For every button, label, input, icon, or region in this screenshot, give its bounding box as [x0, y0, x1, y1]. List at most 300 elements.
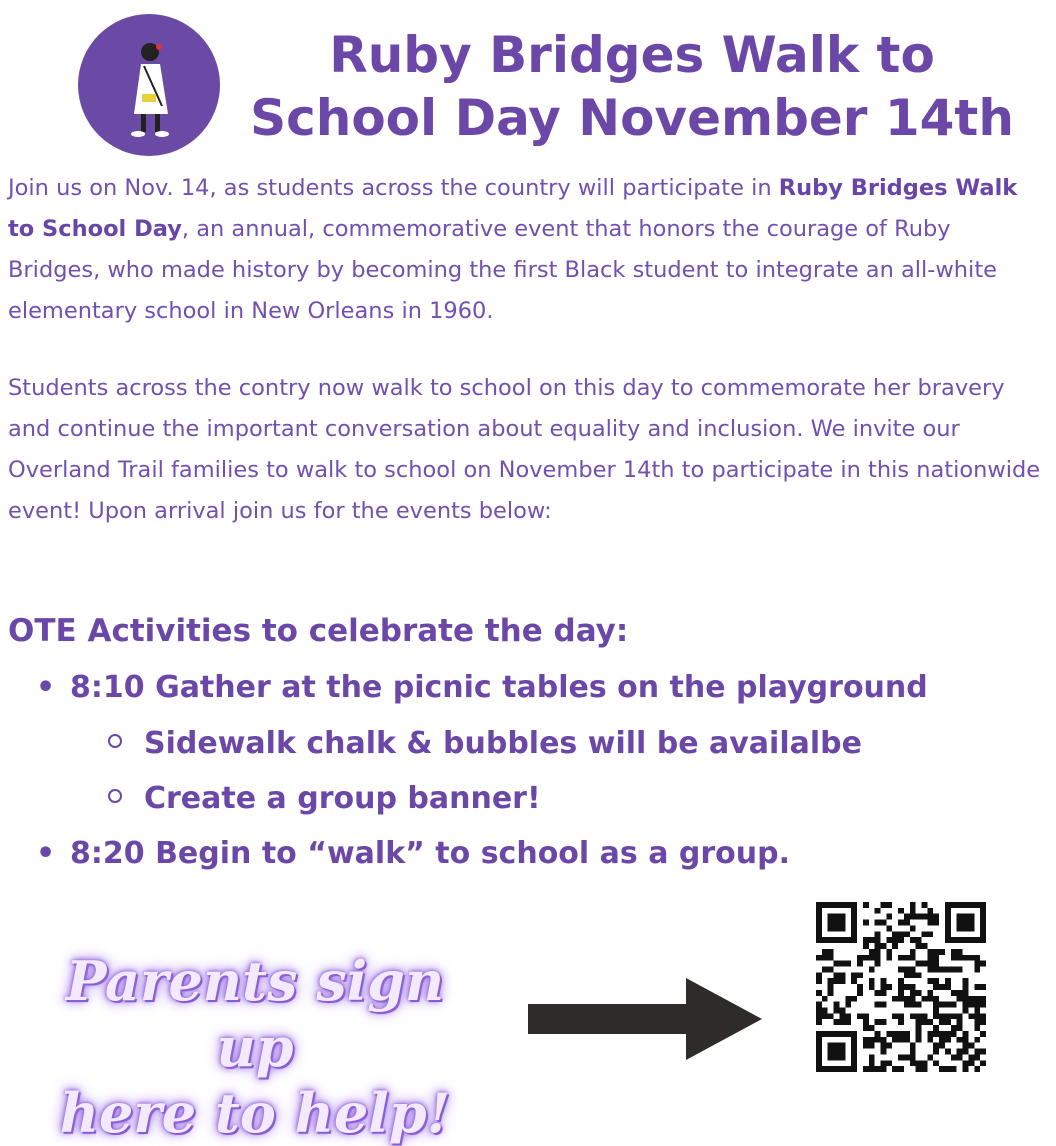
qr-module	[922, 961, 928, 967]
qr-module	[974, 996, 980, 1002]
qr-module	[898, 937, 904, 943]
qr-module	[910, 972, 916, 978]
qr-module	[945, 1019, 951, 1025]
qr-module	[916, 961, 922, 967]
qr-module	[863, 1037, 869, 1043]
qr-module	[892, 937, 898, 943]
qr-module	[828, 1054, 834, 1060]
qr-module	[974, 961, 980, 967]
qr-module	[945, 1013, 951, 1019]
parents-signup-callout	[20, 948, 490, 1146]
qr-module	[875, 1066, 881, 1072]
qr-module	[875, 990, 881, 996]
qr-module	[916, 1037, 922, 1043]
qr-module	[957, 955, 963, 961]
qr-module	[904, 914, 910, 920]
qr-module	[980, 1049, 986, 1055]
activity-item-1	[36, 670, 928, 705]
qr-module	[834, 1049, 840, 1055]
qr-module	[980, 925, 986, 931]
qr-module	[945, 931, 951, 937]
qr-module	[816, 902, 822, 908]
qr-module	[869, 1054, 875, 1060]
qr-module	[927, 966, 933, 972]
qr-module	[851, 914, 857, 920]
qr-module	[910, 1013, 916, 1019]
qr-module	[816, 931, 822, 937]
qr-module	[851, 1060, 857, 1066]
qr-module	[933, 1002, 939, 1008]
qr-module	[974, 937, 980, 943]
qr-module	[945, 966, 951, 972]
qr-module	[904, 920, 910, 926]
qr-module	[886, 902, 892, 908]
qr-module	[974, 1002, 980, 1008]
qr-module	[816, 1066, 822, 1072]
qr-module	[834, 1002, 840, 1008]
qr-module	[957, 937, 963, 943]
qr-module	[816, 1037, 822, 1043]
qr-module	[839, 1008, 845, 1014]
qr-module	[968, 1002, 974, 1008]
qr-module	[857, 990, 863, 996]
qr-module	[968, 955, 974, 961]
qr-module	[927, 1054, 933, 1060]
qr-module	[892, 1066, 898, 1072]
qr-module	[834, 902, 840, 908]
qr-module	[933, 914, 939, 920]
qr-module	[933, 920, 939, 926]
qr-module	[922, 1013, 928, 1019]
qr-module	[886, 984, 892, 990]
qr-module	[828, 1031, 834, 1037]
qr-module	[886, 955, 892, 961]
qr-module	[880, 1002, 886, 1008]
qr-module	[945, 978, 951, 984]
qr-module	[974, 902, 980, 908]
qr-module	[957, 1025, 963, 1031]
qr-module	[945, 937, 951, 943]
qr-module	[945, 1002, 951, 1008]
qr-module	[963, 937, 969, 943]
qr-module	[898, 1013, 904, 1019]
qr-module	[839, 925, 845, 931]
qr-module	[845, 961, 851, 967]
qr-module	[933, 984, 939, 990]
qr-module	[927, 1031, 933, 1037]
qr-module	[892, 1013, 898, 1019]
qr-module	[851, 908, 857, 914]
qr-module	[945, 914, 951, 920]
qr-module	[828, 990, 834, 996]
qr-module	[927, 996, 933, 1002]
qr-module	[980, 920, 986, 926]
qr-module	[910, 996, 916, 1002]
qr-module	[933, 1043, 939, 1049]
qr-module	[910, 1054, 916, 1060]
qr-module	[957, 920, 963, 926]
qr-module	[851, 1043, 857, 1049]
qr-module	[910, 949, 916, 955]
qr-module	[922, 943, 928, 949]
qr-module	[963, 920, 969, 926]
qr-module	[828, 966, 834, 972]
qr-module	[933, 1025, 939, 1031]
qr-module	[957, 1019, 963, 1025]
qr-module	[916, 990, 922, 996]
qr-module	[933, 1031, 939, 1037]
qr-module	[816, 920, 822, 926]
qr-module	[875, 920, 881, 926]
qr-module	[898, 996, 904, 1002]
qr-module	[863, 955, 869, 961]
qr-module	[816, 1002, 822, 1008]
qr-module	[951, 937, 957, 943]
qr-module	[910, 966, 916, 972]
qr-module	[875, 949, 881, 955]
qr-module	[822, 1031, 828, 1037]
qr-module	[892, 931, 898, 937]
qr-module	[898, 984, 904, 990]
qr-module	[839, 961, 845, 967]
qr-module	[916, 1013, 922, 1019]
qr-module	[957, 925, 963, 931]
qr-module	[945, 902, 951, 908]
qr-module	[816, 1049, 822, 1055]
qr-module	[957, 1049, 963, 1055]
qr-module	[863, 920, 869, 926]
qr-module	[968, 902, 974, 908]
qr-module	[880, 1043, 886, 1049]
qr-module	[963, 1031, 969, 1037]
qr-module	[834, 1019, 840, 1025]
qr-module	[922, 902, 928, 908]
qr-module	[839, 1019, 845, 1025]
qr-module	[839, 1031, 845, 1037]
qr-module	[869, 966, 875, 972]
intro-paragraph	[8, 168, 1048, 332]
qr-module	[939, 966, 945, 972]
qr-module	[963, 978, 969, 984]
qr-module	[933, 1008, 939, 1014]
qr-module	[910, 1060, 916, 1066]
qr-module	[910, 984, 916, 990]
qr-module	[880, 943, 886, 949]
qr-module	[933, 978, 939, 984]
qr-module	[916, 1025, 922, 1031]
qr-module	[974, 966, 980, 972]
qr-module	[816, 978, 822, 984]
qr-module	[816, 937, 822, 943]
qr-module	[869, 937, 875, 943]
qr-module	[839, 1054, 845, 1060]
qr-module	[933, 955, 939, 961]
qr-module	[898, 1037, 904, 1043]
qr-module	[939, 1002, 945, 1008]
page-title	[232, 24, 1032, 150]
qr-module	[828, 984, 834, 990]
qr-module	[910, 908, 916, 914]
qr-module	[880, 902, 886, 908]
bullet-icon: •	[36, 836, 56, 871]
qr-module	[910, 990, 916, 996]
qr-module	[828, 937, 834, 943]
qr-module	[816, 1031, 822, 1037]
qr-module	[927, 931, 933, 937]
qr-module	[892, 1037, 898, 1043]
qr-module	[822, 1008, 828, 1014]
qr-module	[834, 925, 840, 931]
qr-module	[933, 949, 939, 955]
qr-module	[857, 972, 863, 978]
qr-module	[851, 925, 857, 931]
activity-item-2-text: 8:20 Begin to “walk” to school as a group.	[70, 836, 790, 871]
qr-module	[869, 984, 875, 990]
qr-module	[898, 1054, 904, 1060]
qr-module	[898, 908, 904, 914]
qr-module	[898, 1019, 904, 1025]
qr-module	[869, 949, 875, 955]
qr-module	[816, 990, 822, 996]
qr-module	[951, 1002, 957, 1008]
qr-module	[822, 996, 828, 1002]
qr-module	[880, 990, 886, 996]
qr-module	[851, 978, 857, 984]
qr-module	[886, 925, 892, 931]
qr-module	[904, 955, 910, 961]
qr-module	[822, 955, 828, 961]
intro-text-1: Join us on Nov. 14, as students across the country will participate in	[8, 175, 779, 201]
qr-module	[875, 937, 881, 943]
qr-module	[963, 1049, 969, 1055]
qr-module	[816, 1008, 822, 1014]
qr-module	[945, 1066, 951, 1072]
qr-module	[968, 914, 974, 920]
qr-module	[851, 996, 857, 1002]
qr-module	[875, 943, 881, 949]
qr-module	[845, 1002, 851, 1008]
qr-module	[980, 1060, 986, 1066]
qr-module	[834, 914, 840, 920]
qr-module	[869, 978, 875, 984]
qr-module	[880, 984, 886, 990]
qr-module	[951, 955, 957, 961]
qr-module	[875, 961, 881, 967]
qr-module	[822, 1013, 828, 1019]
qr-module	[980, 961, 986, 967]
qr-module	[828, 1013, 834, 1019]
qr-module	[875, 955, 881, 961]
qr-module	[828, 949, 834, 955]
qr-module	[963, 990, 969, 996]
qr-module	[869, 1037, 875, 1043]
qr-module	[945, 1037, 951, 1043]
qr-module	[904, 1002, 910, 1008]
qr-module	[816, 955, 822, 961]
qr-module	[974, 1025, 980, 1031]
qr-module	[869, 1025, 875, 1031]
activity-subitem-1	[108, 726, 862, 761]
qr-module	[951, 966, 957, 972]
qr-module	[968, 937, 974, 943]
qr-module	[910, 955, 916, 961]
activity-item-2	[36, 836, 790, 871]
qr-module	[851, 1066, 857, 1072]
qr-module	[933, 966, 939, 972]
qr-module	[974, 1019, 980, 1025]
qr-module	[886, 1031, 892, 1037]
qr-module	[916, 937, 922, 943]
qr-module	[816, 925, 822, 931]
qr-module	[963, 996, 969, 1002]
signup-line-2: here to help!	[59, 1081, 451, 1145]
qr-module	[863, 937, 869, 943]
qr-module	[974, 1049, 980, 1055]
qr-module	[963, 1037, 969, 1043]
qr-module	[922, 1060, 928, 1066]
qr-module	[828, 902, 834, 908]
qr-module	[927, 955, 933, 961]
qr-module	[898, 978, 904, 984]
qr-module	[845, 1013, 851, 1019]
qr-module	[839, 902, 845, 908]
qr-module	[963, 1066, 969, 1072]
activities-heading: OTE Activities to celebrate the day:	[8, 613, 629, 649]
qr-module	[927, 949, 933, 955]
qr-module	[910, 1002, 916, 1008]
qr-module	[875, 1019, 881, 1025]
qr-module	[863, 1025, 869, 1031]
qr-module	[980, 1031, 986, 1037]
qr-module	[980, 931, 986, 937]
qr-module	[939, 1043, 945, 1049]
qr-module	[904, 966, 910, 972]
qr-module	[834, 1066, 840, 1072]
qr-module	[828, 914, 834, 920]
qr-module	[980, 908, 986, 914]
qr-module	[892, 943, 898, 949]
qr-module	[863, 1013, 869, 1019]
qr-module	[880, 1049, 886, 1055]
qr-module	[963, 1008, 969, 1014]
qr-module	[980, 902, 986, 908]
ruby-bridges-logo-icon	[78, 14, 220, 156]
qr-module	[939, 984, 945, 990]
qr-module	[974, 1013, 980, 1019]
qr-module	[857, 961, 863, 967]
qr-module	[828, 955, 834, 961]
invite-paragraph: Students across the contry now walk to school on this day to commemorate her bravery and continue the important conversation about equality and inclusion. We invite our Overland Trail families to walk to school on November 14th to participate in this nationwide event! Upon arrival join us for the events below:	[8, 375, 1041, 524]
qr-module	[963, 914, 969, 920]
qr-module	[922, 914, 928, 920]
qr-module	[916, 1002, 922, 1008]
qr-module	[968, 996, 974, 1002]
qr-module	[816, 1019, 822, 1025]
qr-module	[927, 908, 933, 914]
qr-module	[957, 914, 963, 920]
qr-module	[857, 955, 863, 961]
qr-module	[845, 1066, 851, 1072]
qr-module	[916, 1031, 922, 1037]
qr-module	[910, 914, 916, 920]
qr-module	[834, 937, 840, 943]
qr-module	[875, 908, 881, 914]
qr-module	[933, 1013, 939, 1019]
qr-module	[898, 931, 904, 937]
qr-module	[927, 978, 933, 984]
qr-module	[822, 949, 828, 955]
qr-module	[863, 1043, 869, 1049]
qr-module	[851, 920, 857, 926]
qr-module	[904, 984, 910, 990]
qr-module	[933, 1049, 939, 1055]
qr-module	[898, 966, 904, 972]
qr-module	[863, 943, 869, 949]
qr-module	[857, 984, 863, 990]
qr-module	[851, 1031, 857, 1037]
qr-module	[816, 1060, 822, 1066]
qr-module	[927, 1019, 933, 1025]
qr-module	[898, 1066, 904, 1072]
qr-module	[851, 931, 857, 937]
qr-module	[880, 978, 886, 984]
qr-module	[945, 908, 951, 914]
qr-module	[916, 1019, 922, 1025]
qr-module	[828, 1066, 834, 1072]
qr-module	[898, 990, 904, 996]
qr-module	[922, 931, 928, 937]
qr-module	[904, 1037, 910, 1043]
qr-module	[839, 1049, 845, 1055]
title-line-2: School Day November 14th	[250, 89, 1014, 147]
qr-module	[875, 1037, 881, 1043]
qr-module	[910, 902, 916, 908]
qr-module	[822, 1066, 828, 1072]
qr-code-icon[interactable]	[816, 902, 986, 1072]
qr-module	[951, 949, 957, 955]
qr-module	[834, 1054, 840, 1060]
qr-module	[980, 1002, 986, 1008]
qr-module	[904, 1031, 910, 1037]
qr-module	[816, 1043, 822, 1049]
qr-module	[839, 972, 845, 978]
qr-module	[927, 920, 933, 926]
qr-module	[951, 1066, 957, 1072]
qr-module	[898, 955, 904, 961]
qr-module	[963, 925, 969, 931]
activity-subitem-2	[108, 781, 541, 816]
qr-module	[963, 1002, 969, 1008]
qr-module	[816, 972, 822, 978]
qr-module	[968, 1054, 974, 1060]
qr-module	[845, 902, 851, 908]
qr-module	[968, 925, 974, 931]
qr-module	[933, 996, 939, 1002]
qr-module	[922, 1066, 928, 1072]
qr-module	[927, 914, 933, 920]
qr-module	[886, 1043, 892, 1049]
sub-bullet-icon	[108, 734, 122, 748]
intro-text-2: , an annual, commemorative event that honors the courage of Ruby Bridges, who made history by becoming the first Black student to integrate an all-white elementary school in New Orleans in 1960.	[8, 216, 997, 324]
activity-item-1-text: 8:10 Gather at the picnic tables on the playground	[70, 670, 928, 705]
signup-line-1: Parents sign up	[65, 949, 445, 1079]
qr-module	[816, 1013, 822, 1019]
qr-module	[939, 1037, 945, 1043]
qr-module	[851, 937, 857, 943]
qr-module	[886, 1060, 892, 1066]
qr-module	[980, 984, 986, 990]
qr-module	[834, 920, 840, 926]
